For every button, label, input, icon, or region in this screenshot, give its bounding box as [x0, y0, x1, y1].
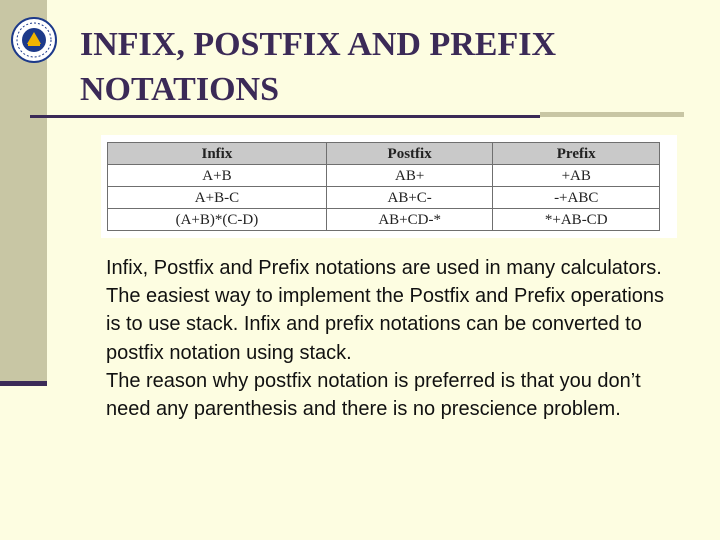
table-cell: (A+B)*(C-D): [108, 209, 327, 231]
table-row: [108, 165, 660, 187]
table-cell: A+B: [108, 165, 327, 187]
body-paragraph-2: The reason why postfix notation is preferred is that you don’t need any parenthesis and there is no prescience problem.: [106, 369, 641, 421]
column-header-postfix: Postfix: [326, 143, 493, 165]
table-row: [108, 187, 660, 209]
slide-body: [106, 254, 676, 423]
column-header-prefix: Prefix: [493, 143, 660, 165]
table-cell: AB+C-: [326, 187, 493, 209]
notation-table: [107, 142, 660, 231]
table-cell: AB+CD-*: [326, 209, 493, 231]
title-underline: [30, 115, 540, 118]
title-line-2: NOTATIONS: [80, 71, 280, 108]
table-cell: +AB: [493, 165, 660, 187]
body-paragraph-1: Infix, Postfix and Prefix notations are used in many calculators. The easiest way to implement the Postfix and Prefix operations is to use stack. Infix and prefix notations can be converted to postfix notation using stack.: [106, 257, 665, 364]
table-cell: A+B-C: [108, 187, 327, 209]
column-header-infix: Infix: [108, 143, 327, 165]
table-cell: AB+: [326, 165, 493, 187]
title-line-1: INFIX, POSTFIX AND PREFIX: [80, 26, 557, 63]
table-cell: -+ABC: [493, 187, 660, 209]
university-seal-icon: [10, 13, 58, 68]
table-row: [108, 209, 660, 231]
notation-table-image: [101, 135, 677, 238]
left-accent-bar: [0, 381, 47, 386]
title-underline-accent: [540, 112, 684, 117]
table-header-row: [108, 143, 660, 165]
table-cell: *+AB-CD: [493, 209, 660, 231]
slide-title: [80, 22, 700, 112]
